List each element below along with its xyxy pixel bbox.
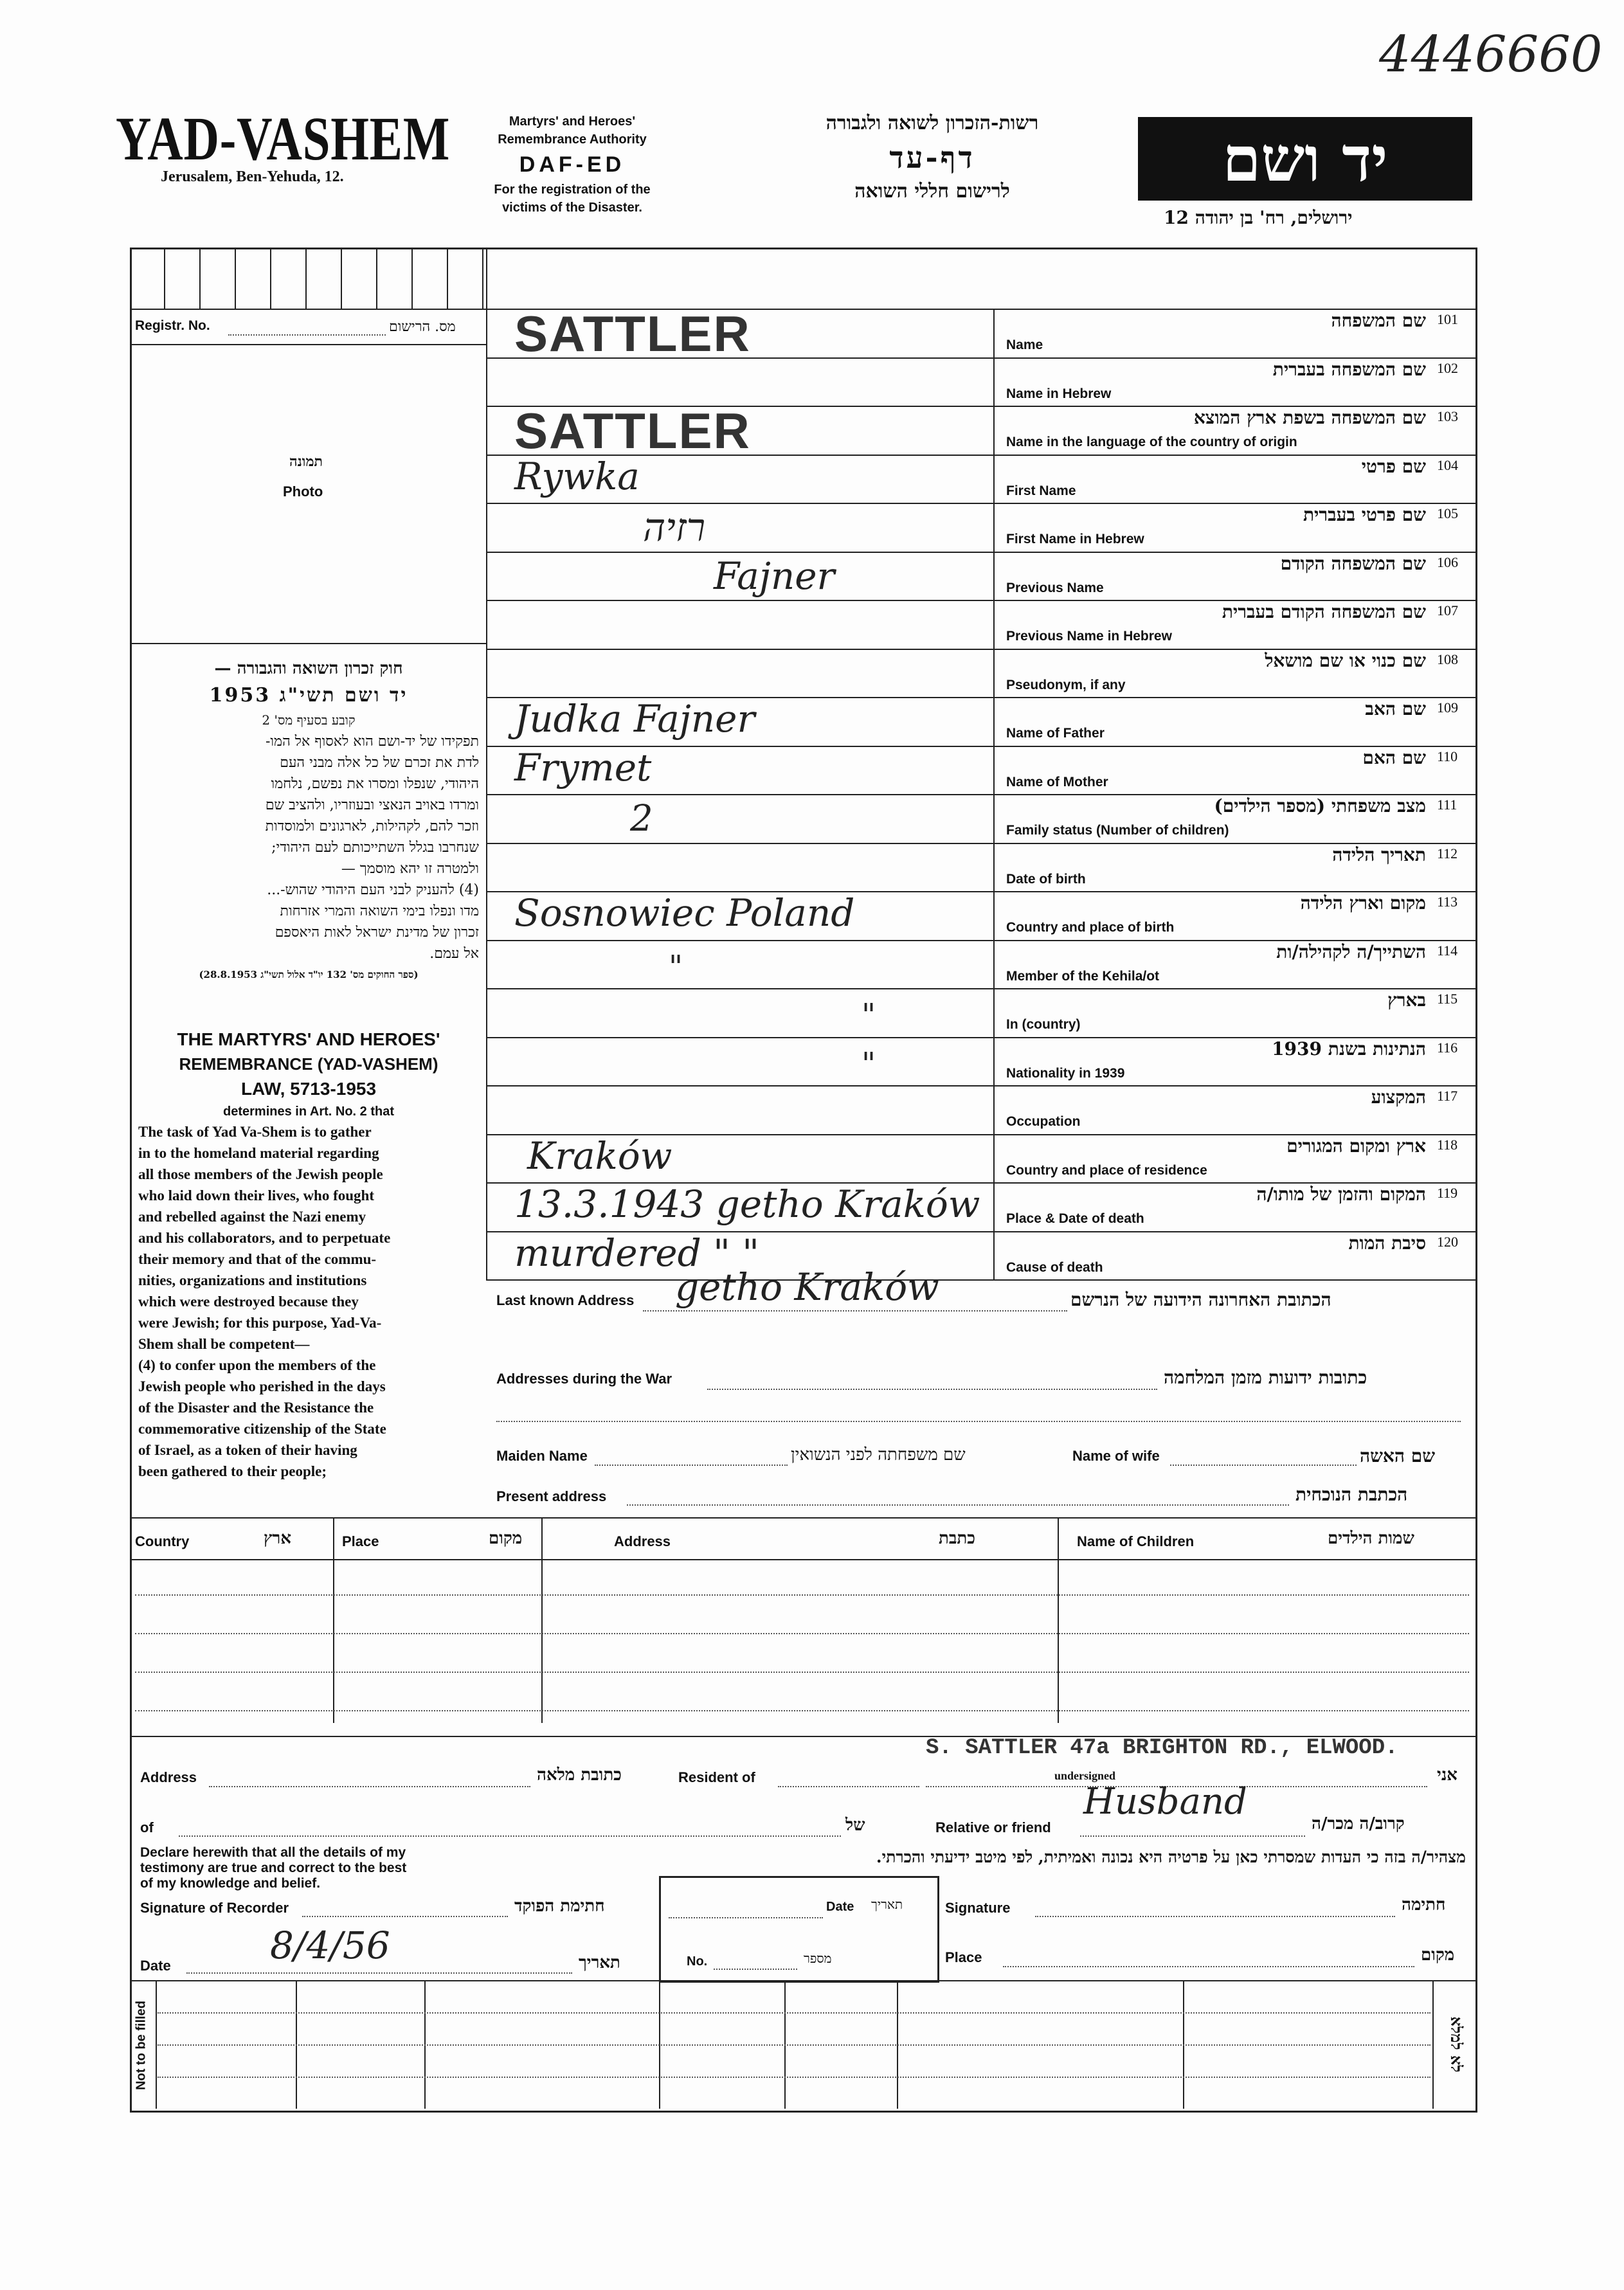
law-subtitle-he: קובע בסעיף מס' 2 bbox=[262, 712, 356, 728]
field-label-en: Family status (Number of children) bbox=[1006, 823, 1229, 838]
field-value: רזיה bbox=[643, 505, 706, 550]
field-number: 106 bbox=[1437, 554, 1458, 570]
table-country-en: Country bbox=[135, 1533, 190, 1549]
field-number: 113 bbox=[1437, 894, 1458, 910]
law-body-he-7: ולמטרה זו יהא מוסמך — bbox=[341, 861, 479, 877]
field-label-he: השתייך/ה לקהילה/ות bbox=[1276, 941, 1426, 962]
logo-text: יד ושם bbox=[1222, 122, 1388, 195]
table-country-he: ארץ bbox=[264, 1529, 292, 1548]
field-value: murdered " " bbox=[514, 1231, 759, 1275]
field-label-he: מקום וארץ הלידה bbox=[1300, 892, 1426, 914]
box-no-en: No. bbox=[687, 1954, 708, 1969]
field-label-en: Place & Date of death bbox=[1006, 1211, 1144, 1226]
relative-he: קרוב/ה מכר/ה bbox=[1312, 1814, 1405, 1834]
field-value: Judka Fajner bbox=[514, 697, 755, 741]
yad-vashem-logo bbox=[1138, 117, 1472, 201]
law-body-en-line: commemorative citizenship of the State bbox=[138, 1421, 386, 1437]
last-known-address-label-en: Last known Address bbox=[496, 1292, 635, 1308]
law-title-en-3: LAW, 5713-1953 bbox=[240, 1079, 377, 1099]
field-value: SATTLER bbox=[514, 305, 751, 362]
table-place-he: מקום bbox=[489, 1529, 523, 1548]
field-value: Kraków bbox=[527, 1133, 672, 1178]
war-addresses-label-en: Addresses during the War bbox=[496, 1371, 672, 1387]
registration-en-1: For the registration of the bbox=[494, 183, 651, 197]
law-body-en-line: been gathered to their people; bbox=[138, 1463, 327, 1479]
declaration-address-en: Address bbox=[140, 1769, 197, 1785]
law-title-en-1: THE MARTYRS' AND HEROES' bbox=[177, 1029, 440, 1049]
not-to-be-filled-he: לא למלא bbox=[1447, 2016, 1466, 2073]
field-label-en: Country and place of birth bbox=[1006, 920, 1175, 935]
law-body-en-line: and his collaborators, and to perpetuate bbox=[138, 1230, 391, 1246]
undersigned-en: undersigned bbox=[1054, 1769, 1116, 1782]
law-body-en-line: were Jewish; for this purpose, Yad-Va- bbox=[138, 1315, 382, 1331]
field-label-he: שם האם bbox=[1362, 746, 1426, 768]
field-number: 102 bbox=[1437, 359, 1458, 376]
maiden-name-label-en: Maiden Name bbox=[496, 1448, 588, 1464]
table-address-he: כתבת bbox=[939, 1529, 975, 1548]
field-label-en: Name bbox=[1006, 338, 1043, 352]
authority-he: רשות-הזכרון לשואה ולגבורה bbox=[826, 112, 1039, 134]
field-value: Frymet bbox=[514, 745, 652, 789]
declare-en-1: Declare herewith that all the details of my bbox=[140, 1845, 406, 1860]
law-body-he-2: לדת את זכרם של כל אלה מבני העם bbox=[280, 755, 479, 771]
field-label-he: שם פרטי בעברית bbox=[1303, 504, 1426, 525]
field-value: " bbox=[862, 997, 876, 1033]
table-place-en: Place bbox=[342, 1533, 379, 1549]
field-label-en: In (country) bbox=[1006, 1017, 1081, 1032]
field-number: 111 bbox=[1437, 797, 1457, 813]
law-body-en-line: of Israel, as a token of their having bbox=[138, 1442, 357, 1458]
photo-label-en: Photo bbox=[283, 483, 323, 500]
present-address-label-en: Present address bbox=[496, 1488, 607, 1504]
date-en: Date bbox=[140, 1958, 171, 1974]
law-body-en-line: Shem shall be competent— bbox=[138, 1336, 310, 1352]
field-number: 108 bbox=[1437, 651, 1458, 667]
field-number: 112 bbox=[1437, 845, 1458, 861]
law-body-en-line: (4) to confer upon the members of the bbox=[138, 1357, 376, 1373]
field-number: 109 bbox=[1437, 699, 1458, 716]
field-label-he: המקום והזמן של מותו/ה bbox=[1256, 1184, 1426, 1205]
registration-he: לרישום חללי השואה bbox=[854, 180, 1010, 203]
law-body-en-line: The task of Yad Va-Shem is to gather bbox=[138, 1124, 372, 1140]
field-label-he: שם המשפחה בעברית bbox=[1272, 358, 1426, 380]
law-body-he-10: זכרון של מדינת ישראל לאות היאספם bbox=[275, 924, 479, 941]
box-date-en: Date bbox=[826, 1900, 854, 1914]
field-number: 101 bbox=[1437, 311, 1458, 327]
not-to-be-filled-en: Not to be filled bbox=[134, 2001, 149, 2090]
field-label-en: Name in Hebrew bbox=[1006, 386, 1112, 401]
signature-en: Signature bbox=[945, 1900, 1011, 1916]
relative-en: Relative or friend bbox=[935, 1819, 1051, 1835]
field-value: Rywka bbox=[514, 454, 640, 498]
file-number: 4446660 bbox=[1379, 26, 1603, 84]
law-body-en-line: nities, organizations and institutions bbox=[138, 1272, 367, 1288]
law-body-he-8: (4) להעניק לבני העם היהודי שהוש-... bbox=[267, 882, 479, 898]
present-address-label-he: הכתבת הנוכחית bbox=[1295, 1484, 1408, 1505]
law-body-he-5: וזכר להם, לקהילות, לארגונים ולמוסדות bbox=[265, 818, 479, 834]
field-label-en: Cause of death bbox=[1006, 1259, 1103, 1275]
field-value: Fajner bbox=[714, 554, 835, 598]
signature-recorder-en: Signature of Recorder bbox=[140, 1900, 289, 1916]
title-en: YAD-VASHEM bbox=[116, 104, 451, 173]
law-body-en-line: in to the homeland material regarding bbox=[138, 1145, 379, 1161]
law-body-he-6: שנחרבו בגלל השתייכותם לעם היהודי; bbox=[271, 840, 479, 856]
field-label-en: Name of Mother bbox=[1006, 774, 1108, 789]
last-known-address-label-he: הכתובת האחרונה הידועה של הנרשם bbox=[1070, 1289, 1331, 1310]
law-body-he-11: אל עמם. bbox=[429, 946, 479, 962]
signature-he: חתימה bbox=[1402, 1895, 1446, 1915]
law-title-he-2: יד ושם תשי"ג 1953 bbox=[209, 684, 408, 707]
undersigned-he: אני bbox=[1437, 1765, 1457, 1785]
resident-of-en: Resident of bbox=[678, 1769, 755, 1785]
field-label-he: שם המשפחה בשפת ארץ המוצא bbox=[1193, 407, 1426, 428]
field-number: 119 bbox=[1437, 1185, 1458, 1201]
registration-en-2: victims of the Disaster. bbox=[502, 201, 642, 215]
declaration-address-he: כתובת מלאה bbox=[537, 1765, 622, 1785]
field-number: 114 bbox=[1437, 942, 1458, 959]
of-he: של bbox=[845, 1816, 865, 1835]
field-label-he: שם פרטי bbox=[1361, 455, 1426, 477]
box-date-he: תאריך bbox=[871, 1897, 903, 1912]
signature-recorder-he: חתימת הפוקד bbox=[514, 1897, 605, 1916]
field-label-he: בארץ bbox=[1387, 989, 1426, 1011]
field-number: 116 bbox=[1437, 1039, 1458, 1056]
field-label-en: First Name in Hebrew bbox=[1006, 532, 1144, 546]
field-label-he: שם המשפחה הקודם bbox=[1280, 552, 1426, 574]
field-label-he: שם המשפחה bbox=[1331, 310, 1426, 331]
field-number: 115 bbox=[1437, 991, 1458, 1007]
field-value: 13.3.1943 getho Kraków bbox=[514, 1182, 980, 1226]
wife-name-label-en: Name of wife bbox=[1072, 1448, 1160, 1464]
field-label-en: Name of Father bbox=[1006, 726, 1105, 741]
field-value: SATTLER bbox=[514, 402, 751, 459]
declare-en-3: of my knowledge and belief. bbox=[140, 1876, 321, 1891]
field-value: 2 bbox=[630, 798, 653, 840]
law-title-he-1: חוק זכרון השואה והגבורה — bbox=[214, 659, 403, 678]
law-body-en-line: which were destroyed because they bbox=[138, 1294, 359, 1310]
of-en: of bbox=[140, 1819, 154, 1835]
field-number: 118 bbox=[1437, 1136, 1458, 1153]
law-body-en-line: Jewish people who perished in the days bbox=[138, 1378, 386, 1394]
law-body-en bbox=[138, 1121, 479, 1482]
registration-label-he: מס. הרישום bbox=[389, 319, 456, 335]
field-label-he: סיבת המות bbox=[1348, 1232, 1426, 1254]
law-body-he-3: היהודי, שנפלו ומסרו את נפשם, נלחמו bbox=[271, 776, 479, 792]
law-body-en-line: of the Disaster and the Resistance the bbox=[138, 1400, 374, 1416]
field-number: 104 bbox=[1437, 456, 1458, 473]
law-body-en-line: all those members of the Jewish people bbox=[138, 1166, 383, 1182]
photo-label-he: תמונה bbox=[289, 453, 323, 470]
field-label-he: שם המשפחה הקודם בעברית bbox=[1222, 601, 1426, 622]
field-label-en: Previous Name bbox=[1006, 580, 1104, 595]
table-address-en: Address bbox=[614, 1533, 671, 1549]
field-number: 110 bbox=[1437, 748, 1458, 764]
signer-value: S. SATTLER 47a BRIGHTON RD., ELWOOD. bbox=[926, 1736, 1398, 1760]
field-label-he: שם האב bbox=[1365, 698, 1426, 719]
law-body-he-9: מדו ונפלו בימי השואה והמרי אזרחות bbox=[280, 903, 479, 919]
law-body-en-line: and rebelled against the Nazi enemy bbox=[138, 1209, 366, 1225]
date-he: תאריך bbox=[579, 1953, 620, 1972]
law-body-he-4: ומרדו באויב הנאצי ובעוזריו, ולהציב שם bbox=[265, 797, 479, 813]
field-number: 103 bbox=[1437, 408, 1458, 424]
war-addresses-label-he: כתובות ידועות מזמן המלחמה bbox=[1164, 1367, 1367, 1388]
field-label-he: ארץ ומקום המגורים bbox=[1286, 1135, 1426, 1157]
field-value: " bbox=[669, 948, 683, 985]
field-label-en: Occupation bbox=[1006, 1114, 1081, 1129]
date-value: 8/4/56 bbox=[270, 1924, 390, 1967]
authority-en-2: Remembrance Authority bbox=[498, 132, 647, 147]
box-no-he: מספר bbox=[804, 1951, 832, 1966]
address-he: ירושלים, רח' בן יהודה 12 bbox=[1164, 207, 1353, 228]
table-children-en: Name of Children bbox=[1077, 1533, 1195, 1549]
field-number: 105 bbox=[1437, 505, 1458, 521]
place-he: מקום bbox=[1421, 1945, 1455, 1965]
table-children-he: שמות הילדים bbox=[1328, 1529, 1414, 1548]
field-number: 107 bbox=[1437, 602, 1458, 618]
law-body-he-1: תפקידו של יד-ושם הוא לאסוף אל המו- bbox=[265, 734, 479, 750]
law-body-en-line: who laid down their lives, who fought bbox=[138, 1187, 375, 1204]
field-label-en: Nationality in 1939 bbox=[1006, 1065, 1125, 1081]
field-label-en: Name in the language of the country of origin bbox=[1006, 435, 1297, 449]
relative-value: Husband bbox=[1083, 1781, 1247, 1823]
field-label-en: First Name bbox=[1006, 483, 1076, 498]
field-label-he: שם כנוי או שם מושאל bbox=[1265, 649, 1426, 671]
authority-en-1: Martyrs' and Heroes' bbox=[509, 114, 636, 129]
daf-ed-he: דף-עד bbox=[889, 140, 975, 175]
maiden-name-label-he: שם משפחתה לפני הנשואין bbox=[791, 1445, 966, 1465]
law-ref-he: (ספר החוקים מס' 132 יו"ד אלול תשי"ג 28.8.1953) bbox=[199, 969, 419, 980]
field-number: 117 bbox=[1437, 1088, 1458, 1104]
field-label-en: Previous Name in Hebrew bbox=[1006, 629, 1172, 644]
law-body-en-line: their memory and that of the commu- bbox=[138, 1251, 377, 1267]
field-label-he: תאריך הלידה bbox=[1332, 843, 1426, 865]
address-en: Jerusalem, Ben-Yehuda, 12. bbox=[161, 168, 344, 185]
field-number: 120 bbox=[1437, 1233, 1458, 1250]
last-known-address-value: getho Kraków bbox=[675, 1265, 939, 1309]
field-label-en: Pseudonym, if any bbox=[1006, 677, 1126, 692]
declare-en-2: testimony are true and correct to the best bbox=[140, 1861, 407, 1875]
wife-name-label-he: שם האשה bbox=[1360, 1445, 1436, 1466]
declare-he: מצהיר/ה בזה כי העדות שמסרתי כאן על פרטיה היא נכונה ואמיתית, לפי מיטב ידיעתי והכרתי. bbox=[876, 1848, 1466, 1866]
daf-ed-en: DAF-ED bbox=[519, 152, 626, 177]
law-title-en-2: REMEMBRANCE (YAD-VASHEM) bbox=[179, 1054, 438, 1074]
field-label-en: Date of birth bbox=[1006, 871, 1086, 887]
law-intro-en: determines in Art. No. 2 that bbox=[223, 1104, 394, 1119]
field-label-en: Member of the Kehila/ot bbox=[1006, 968, 1160, 984]
field-value: Sosnowiec Poland bbox=[514, 891, 855, 935]
registration-label-en: Registr. No. bbox=[135, 318, 210, 333]
field-label-he: המקצוע bbox=[1371, 1086, 1426, 1108]
field-label-he: הנתינות בשנת 1939 bbox=[1272, 1038, 1426, 1059]
field-label-en: Country and place of residence bbox=[1006, 1162, 1207, 1178]
place-en: Place bbox=[945, 1949, 982, 1965]
field-label-he: מצב משפחתי (מספר הילדים) bbox=[1214, 795, 1426, 816]
field-value: " bbox=[862, 1045, 876, 1082]
